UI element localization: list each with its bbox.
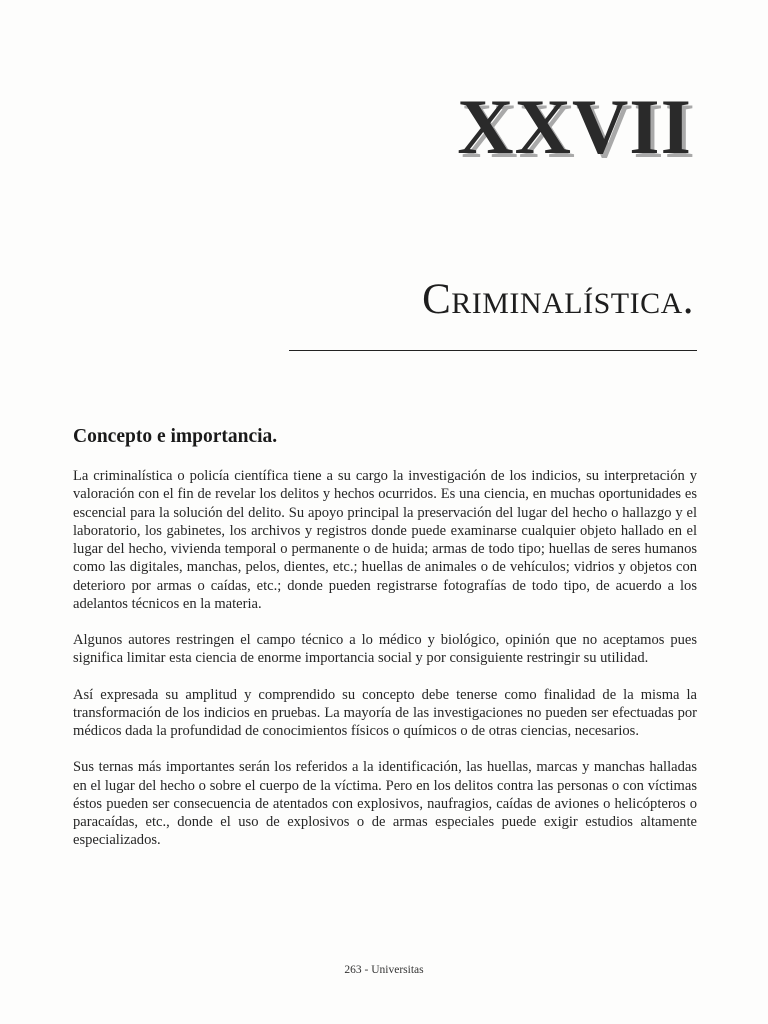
- page-footer: 263 - Universitas: [344, 964, 424, 976]
- paragraph: Así expresada su amplitud y comprendido su concepto debe tenerse como finalidad de la misma la transformación de los indicios en pruebas. La mayoría de las investigaciones no pueden ser efectuadas por médicos dada la profundidad de conocimientos físicos o químicos o de otras ciencias, necesarios.: [73, 686, 697, 739]
- paragraph: La criminalística o policía científica tiene a su cargo la investigación de los indicios, su interpretación y valoración con el fin de revelar los delitos y hechos ocurridos. Es una ciencia, en muchas oportunidades es escencial para la solución del delito. Su apoyo principal la preservación del lugar del hecho o hallazgo y el laboratorio, los gabinetes, los archivos y registros donde puede examinarse cualquier objeto hallado en el lugar del hecho, vivienda temporal o permanente o de huida; armas de todo tipo; huellas de seres humanos como las digitales, manchas, pelos, dientes, etc.; huellas de animales o de vehículos; vidrios y objetos con deterioro por armas o caídas, etc.; donde pueden registrarse fotografías de todo tipo, de acuerdo a los adelantos técnicos en la materia.: [73, 468, 697, 612]
- chapter-title: Criminalística.: [422, 276, 694, 323]
- paragraph: Sus ternas más importantes serán los referidos a la identificación, las huellas, marcas y manchas halladas en el lugar del hecho o sobre el cuerpo de la víctima. Pero en los delitos contra las personas o con víctimas éstos pueden ser consecuencia de atentados con explosivos, naufragios, caídas de aviones o helicópteros o paracaídas, etc., donde el uso de explosivos o de armas especiales puede exigir estudios altamente especializados.: [73, 759, 697, 849]
- paragraph: Algunos autores restringen el campo técnico a lo médico y biológico, opinión que no aceptamos pues significa limitar esta ciencia de enorme importancia social y por consiguiente restringir su utilidad.: [73, 632, 697, 667]
- chapter-number: XXVII: [457, 83, 692, 170]
- title-divider: [289, 350, 697, 351]
- section-heading: Concepto e importancia.: [73, 426, 278, 447]
- body-text: [73, 467, 697, 868]
